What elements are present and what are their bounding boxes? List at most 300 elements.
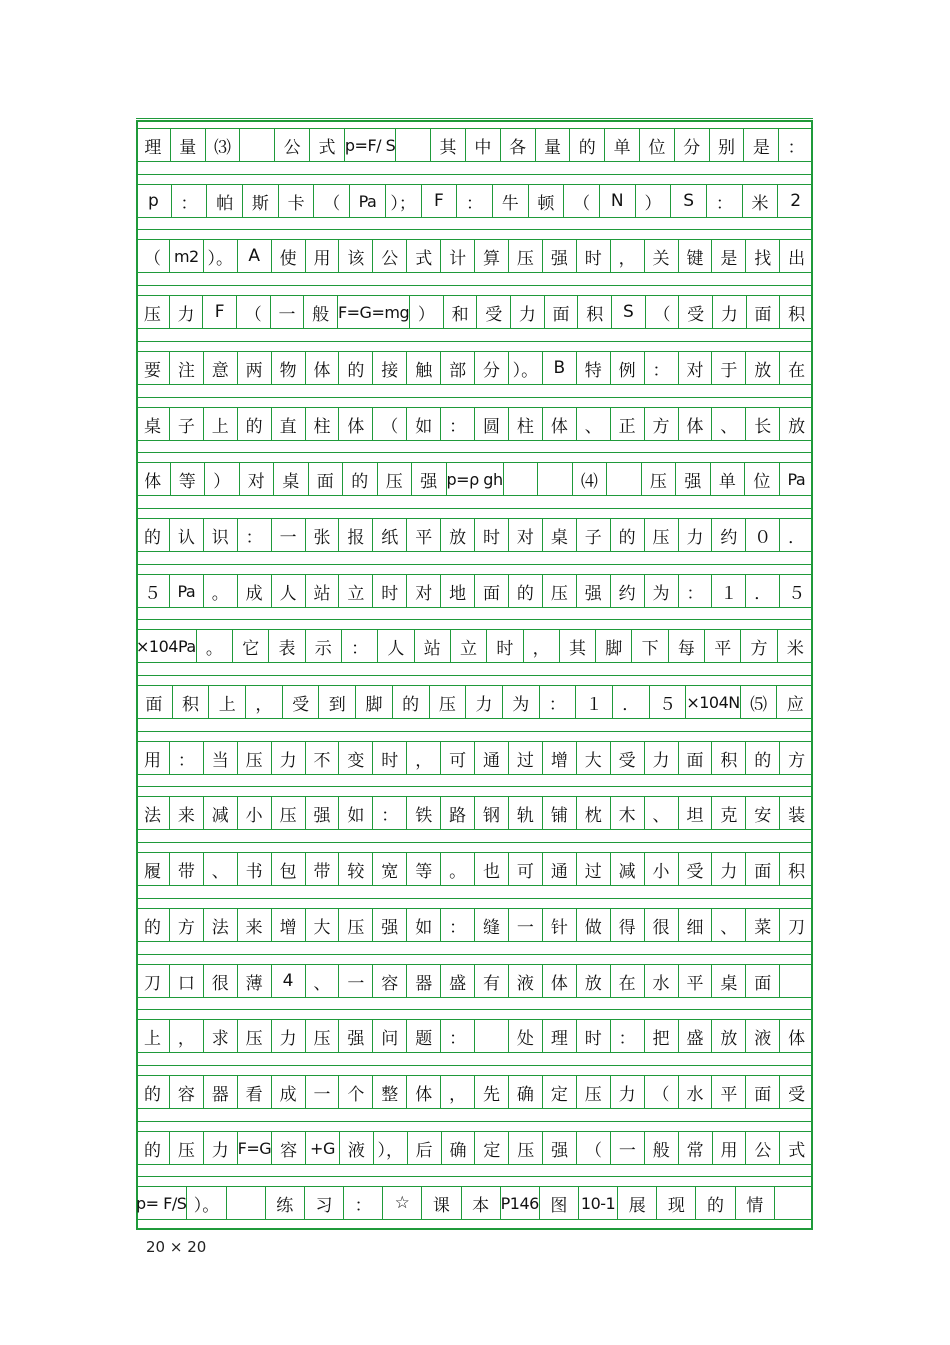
grid-cell: ， [523,630,559,662]
grid-cell: 计 [440,240,474,272]
grid-cell: 公 [274,129,309,161]
grid-cell: 子 [169,408,203,440]
grid-cell [779,965,813,997]
gap-line [136,1009,813,1010]
grid-cell: 的 [392,686,429,718]
grid-cell: 式 [309,129,344,161]
grid-cell: 和 [443,296,477,328]
grid-cell: 压 [429,686,466,718]
grid-cell: 该 [338,240,372,272]
grid-cell: 应 [776,686,813,718]
grid-cell: 单 [710,463,745,495]
grid-cell: 枕 [576,797,610,829]
grid-cell: 时 [486,630,522,662]
grid-cell: 展 [617,1187,656,1219]
gap-line [136,786,813,787]
grid-cell: 缝 [474,909,508,941]
gap-line [136,1065,813,1066]
grid-cell: 力 [169,296,203,328]
grid-cell: 习 [304,1187,343,1219]
grid-cell: 柱 [508,408,542,440]
grid-cell: 桌 [273,463,308,495]
grid-cell: 得 [610,909,644,941]
gap-line [136,341,813,342]
grid-cell: 要 [143,360,161,381]
grid-cell: 立 [338,575,372,607]
grid-cell: 约 [711,519,745,551]
grid-cell: F [202,296,236,328]
grid-cell: 容 [372,965,406,997]
grid-cell: 较 [338,853,372,885]
grid-row [136,184,813,218]
grid-cell: 式 [779,1132,813,1164]
gap-line [136,397,813,398]
grid-cell: （ [576,1132,610,1164]
grid-cell: 出 [779,240,813,272]
grid-cell: 很 [644,909,678,941]
grid-cell: 认 [169,519,203,551]
grid-cell: 平 [678,965,712,997]
grid-cell: 面 [544,296,578,328]
grid-cell: 压 [271,797,305,829]
grid-cell: 路 [440,797,474,829]
grid-cell: 受 [678,853,712,885]
grid-cell: 中 [465,129,500,161]
grid-cell: +G [305,1132,339,1164]
grid-cell: A [237,240,271,272]
grid-cell: 确 [508,1076,542,1108]
grid-cell [503,463,538,495]
grid-cell: 的 [508,575,542,607]
grid-cell: 各 [500,129,535,161]
grid-cell: 约 [610,575,644,607]
grid-cell: 积 [577,296,611,328]
grid-cell: ： [372,797,406,829]
grid-cell: ： [678,575,712,607]
grid-cell: 方 [740,630,776,662]
grid-cell: 减 [203,797,237,829]
grid-cell: 盛 [440,965,474,997]
grid-cell: 等 [406,853,440,885]
grid-cell: 平 [711,1076,745,1108]
grid-row [136,1186,813,1220]
grid-cell: 练 [265,1187,304,1219]
grid-cell: p [147,191,159,211]
grid-cell: 定 [542,1076,576,1108]
grid-cell: 安 [745,797,779,829]
grid-cell: 力 [271,742,305,774]
grid-cell: 公 [372,240,406,272]
grid-cell: B [542,352,576,384]
grid-cell: 水 [644,965,678,997]
grid-cell: 宽 [372,853,406,885]
grid-cell: 力 [610,1076,644,1108]
grid-cell: 、 [305,965,339,997]
grid-cell: 识 [203,519,237,551]
grid-cell: ☆ [382,1187,421,1219]
grid-cell: 刀 [779,909,813,941]
grid-row [136,295,813,329]
grid-cell: 时 [372,575,406,607]
grid-cell: 体 [338,408,372,440]
grid-cell: 每 [668,630,704,662]
grid-cell: 大 [305,909,339,941]
grid-cell: 脚 [595,630,631,662]
grid-cell: 上 [143,1028,161,1049]
grid-cell: 找 [745,240,779,272]
grid-cell: 有 [474,965,508,997]
grid-cell: 力 [203,1132,237,1164]
grid-cell: 顿 [528,185,564,217]
grid-cell: 人 [271,575,305,607]
grid-cell: 一 [270,296,304,328]
grid-cell: 分 [474,352,508,384]
grid-cell: 米 [742,185,778,217]
grid-cell: 力 [465,686,502,718]
grid-cell: 压 [169,1132,203,1164]
grid-cell: 10-1 [578,1187,617,1219]
grid-cell: 、 [203,853,237,885]
grid-cell: 表 [268,630,304,662]
grid-cell [774,1187,813,1219]
grid-cell: 的 [610,519,644,551]
grid-cell: 一 [305,1076,339,1108]
grid-cell: 部 [440,352,474,384]
grid-cell: 在 [779,352,813,384]
grid-cell: 式 [406,240,440,272]
grid-cell: 当 [203,742,237,774]
grid-cell [226,1187,265,1219]
grid-cell: 水 [678,1076,712,1108]
grid-cell: 薄 [237,965,271,997]
grid-cell: 其 [559,630,595,662]
grid-cell: 卡 [278,185,314,217]
grid-cell: 。 [196,630,232,662]
grid-cell: 的 [143,1140,161,1161]
grid-cell: ）， [373,1132,407,1164]
grid-cell: 站 [414,630,450,662]
grid-cell: 米 [777,630,813,662]
grid-cell: 子 [576,519,610,551]
grid-cell: ： [706,185,742,217]
grid-row [136,1075,813,1109]
grid-cell: ０ [745,519,779,551]
grid-cell: 桌 [143,416,161,437]
grid-cell: 把 [644,1020,678,1052]
grid-cell: 带 [169,853,203,885]
grid-cell: ： [440,408,474,440]
grid-cell: 位 [744,463,779,495]
gap-line [136,619,813,620]
grid-cell: 在 [610,965,644,997]
grid-cell: 通 [474,742,508,774]
grid-cell: 书 [237,853,271,885]
grid-cell: 容 [169,1076,203,1108]
grid-cell: 铺 [542,797,576,829]
grid-cell: ， [440,1076,474,1108]
grid-cell: ５ [649,686,686,718]
grid-cell: 可 [508,853,542,885]
grid-row [136,518,813,552]
grid-cell: P146 [500,1187,539,1219]
grid-cell: 放 [440,519,474,551]
grid-cell: 本 [461,1187,500,1219]
grid-cell: 铁 [406,797,440,829]
grid-cell: 细 [678,909,712,941]
grid-cell: 口 [169,965,203,997]
grid-cell: 关 [644,240,678,272]
grid-row [136,964,813,998]
grid-cell: 增 [271,909,305,941]
grid-cell: 物 [271,352,305,384]
grid-cell: 面 [745,965,779,997]
grid-cell: 面 [474,575,508,607]
grid-cell: 斯 [242,185,278,217]
grid-cell: Pa [169,575,203,607]
grid-cell: ） [204,463,239,495]
grid-row [136,908,813,942]
grid-cell: 做 [576,909,610,941]
grid-cell: S [611,296,645,328]
grid-cell: （ [236,296,270,328]
grid-cell: 的 [237,408,271,440]
grid-cell: 受 [476,296,510,328]
grid-cell: 对 [406,575,440,607]
grid-cell: 压 [508,240,542,272]
grid-cell: ． [612,686,649,718]
gap-line [136,675,813,676]
grid-cell: 先 [474,1076,508,1108]
grid-row [136,1131,813,1165]
grid-row [136,685,813,719]
grid-cell: 别 [709,129,744,161]
grid-cell: 报 [338,519,372,551]
grid-cell: 时 [372,742,406,774]
grid-cell: ： [440,1020,474,1052]
gap-line [136,564,813,565]
grid-cell: 。 [203,575,237,607]
grid-cell: 课 [421,1187,460,1219]
grid-cell: 定 [474,1132,508,1164]
grid-cell: 分 [674,129,709,161]
grid-cell: 一 [610,1132,644,1164]
grid-cell: 力 [711,853,745,885]
grid-cell: 针 [542,909,576,941]
grid-cell: （ [645,296,679,328]
grid-cell: 如 [338,797,372,829]
grid-cell: （ [563,185,599,217]
grid-cell: 积 [779,296,813,328]
gap-line [136,1121,813,1122]
grid-cell: 压 [143,304,161,325]
grid-cell: ： [237,519,271,551]
grid-cell: 般 [303,296,337,328]
grid-cell: 受 [610,742,644,774]
grid-row [136,574,813,608]
grid-cell: 的 [338,352,372,384]
grid-cell: 盛 [678,1020,712,1052]
grid-cell: 强 [542,240,576,272]
grid-cell: 用 [305,240,339,272]
grid-cell: ： [539,686,576,718]
grid-cell: 、 [711,909,745,941]
grid-cell: 液 [745,1020,779,1052]
gap-line [136,898,813,899]
grid-cell: ： [610,1020,644,1052]
grid-cell: 克 [711,797,745,829]
grid-cell: 是 [711,240,745,272]
grid-cell: ）。 [186,1187,225,1219]
grid-cell: 看 [237,1076,271,1108]
grid-cell: ： [171,185,207,217]
grid-cell: 上 [208,686,245,718]
grid-cell: 成 [237,575,271,607]
grid-cell: 液 [339,1132,373,1164]
grid-cell: 器 [406,965,440,997]
grid-cell: 体 [305,352,339,384]
grid-cell: 放 [711,1020,745,1052]
grid-cell: 压 [542,575,576,607]
grid-cell: 的 [695,1187,734,1219]
grid-cell: ⑷ [572,463,607,495]
grid-row [136,629,813,663]
grid-cell: 到 [318,686,355,718]
grid-row [136,239,813,273]
grid-cell: 强 [372,909,406,941]
grid-cell: 正 [610,408,644,440]
grid-cell: 示 [305,630,341,662]
grid-cell: 强 [576,575,610,607]
grid-cell: 轨 [508,797,542,829]
grid-cell: 位 [639,129,674,161]
grid-cell: p=ρ gh [446,463,503,495]
grid-cell: ⑶ [205,129,240,161]
grid-cell: 时 [576,240,610,272]
grid-cell: 面 [745,1076,779,1108]
grid-cell: p=F/ S [344,129,395,161]
grid-cell: 4 [271,965,305,997]
grid-cell: 体 [406,1076,440,1108]
grid-cell: 桌 [711,965,745,997]
grid-cell: 牛 [492,185,528,217]
grid-cell: 方 [644,408,678,440]
grid-cell: 压 [508,1132,542,1164]
grid-cell: N [599,185,635,217]
gap-line [136,954,813,955]
grid-cell: 现 [656,1187,695,1219]
grid-cell: 面 [745,853,779,885]
gap-line [136,229,813,230]
grid-cell: 平 [704,630,740,662]
grid-cell: （ [143,248,161,269]
grid-cell: 小 [237,797,271,829]
grid-cell: 压 [305,1020,339,1052]
grid-cell: 器 [203,1076,237,1108]
grid-cell: 用 [143,750,161,771]
grid-cell: 、 [711,408,745,440]
grid-cell: 使 [271,240,305,272]
grid-size-label: 20 × 20 [146,1238,207,1256]
grid-cell: 求 [203,1020,237,1052]
grid-cell: 图 [539,1187,578,1219]
grid-cell: 处 [508,1020,542,1052]
grid-cell: 木 [610,797,644,829]
grid-cell: 常 [678,1132,712,1164]
grid-cell: 强 [675,463,710,495]
grid-cell: 站 [305,575,339,607]
grid-cell: 装 [779,797,813,829]
grid-cell: F=G [237,1132,272,1164]
grid-cell: ⑸ [740,686,777,718]
grid-cell: 放 [779,408,813,440]
gap-line [136,285,813,286]
grid-cell: 包 [271,853,305,885]
grid-cell: 方 [169,909,203,941]
grid-cell: 面 [145,694,163,715]
grid-cell: 强 [411,463,446,495]
grid-cell: 菜 [745,909,779,941]
grid-cell: 上 [203,408,237,440]
grid-cell: 理 [542,1020,576,1052]
grid-cell: ）。 [508,352,542,384]
grid-cell: 公 [745,1132,779,1164]
grid-cell: 一 [338,965,372,997]
gap-line [136,452,813,453]
gap-line [136,118,813,119]
grid-cell: 积 [711,742,745,774]
grid-cell: １ [711,575,745,607]
grid-cell: 时 [576,1020,610,1052]
grid-cell: 履 [143,861,161,882]
grid-cell: 大 [576,742,610,774]
grid-cell: 地 [440,575,474,607]
grid-cell: 积 [779,853,813,885]
grid-cell [239,129,274,161]
grid-cell: 力 [271,1020,305,1052]
grid-cell: 减 [610,853,644,885]
grid-cell: 的 [342,463,377,495]
grid-cell: 液 [508,965,542,997]
grid-row [136,741,813,775]
grid-cell: 通 [542,853,576,885]
grid-cell: 钢 [474,797,508,829]
grid-cell [606,463,641,495]
grid-cell: 量 [535,129,570,161]
grid-cell: 的 [143,527,161,548]
grid-cell: 人 [377,630,413,662]
grid-cell: 键 [678,240,712,272]
grid-cell: ： [644,352,678,384]
grid-cell: 压 [641,463,676,495]
grid-cell: 的 [143,917,161,938]
grid-cell: ） [409,296,443,328]
grid-cell: 也 [474,853,508,885]
grid-cell: 坦 [678,797,712,829]
grid-cell [537,463,572,495]
grid-cell: 题 [406,1020,440,1052]
grid-row [136,351,813,385]
grid-cell: 例 [610,352,644,384]
grid-cell: F [421,185,457,217]
grid-cell: 平 [406,519,440,551]
grid-cell: 很 [203,965,237,997]
grid-cell: 变 [338,742,372,774]
grid-cell: 的 [143,1084,161,1105]
grid-cell: 压 [338,909,372,941]
grid-cell: ５ [779,575,813,607]
grid-cell: 小 [644,853,678,885]
grid-cell: 触 [406,352,440,384]
